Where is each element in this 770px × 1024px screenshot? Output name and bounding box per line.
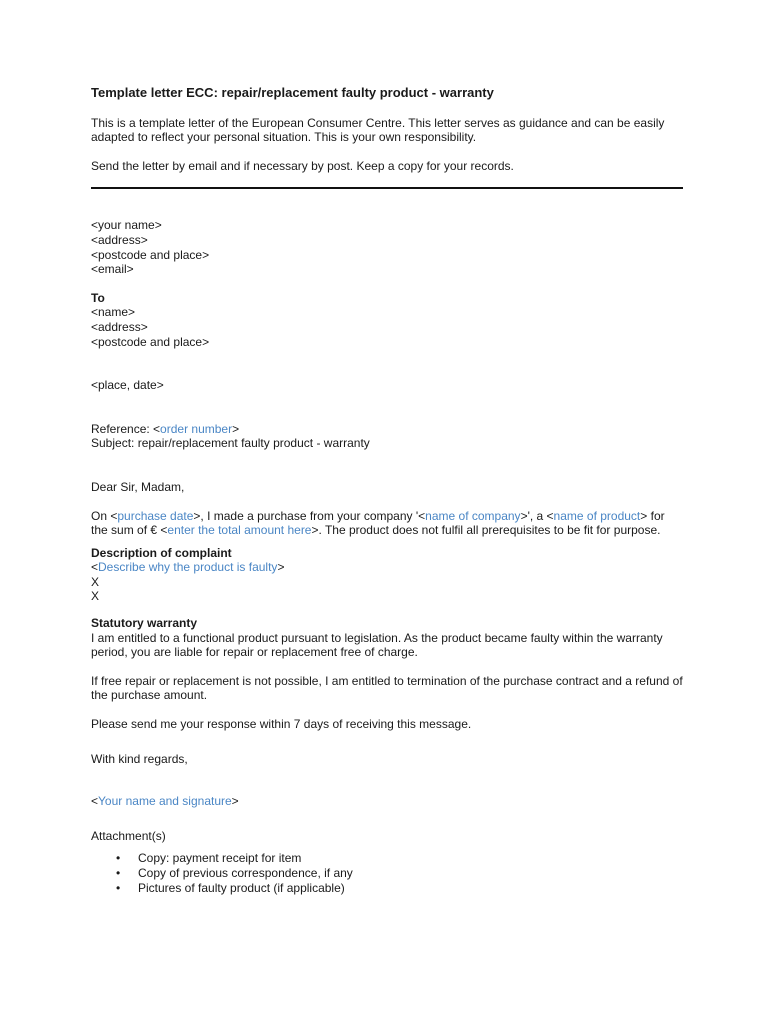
instructions-paragraph: Send the letter by email and if necessary by post. Keep a copy for your records. — [91, 158, 514, 173]
recipient-address: <address> — [91, 319, 148, 334]
attachment-item: • Pictures of faulty product (if applicable) — [138, 881, 683, 896]
total-amount-placeholder[interactable]: enter the total amount here — [167, 523, 312, 538]
recipient-label: To — [91, 290, 105, 305]
purchase-date-placeholder[interactable]: purchase date — [117, 508, 194, 523]
purchase-text-5: >. The product does not fulfil all prerequisites to be fit for purpose. — [311, 523, 661, 538]
complaint-section — [91, 546, 683, 604]
attachment-item: • Copy of previous correspondence, if any — [138, 866, 683, 881]
order-number-placeholder[interactable]: order number — [160, 421, 233, 436]
signature-open: < — [91, 794, 99, 809]
reference-prefix: Reference: < — [91, 421, 161, 436]
document-title: Template letter ECC: repair/replacement faulty product - warranty — [91, 85, 494, 100]
recipient-block — [91, 291, 683, 349]
sender-postcode: <postcode and place> — [91, 247, 210, 262]
intro-paragraph: This is a template letter of the European Consumer Centre. This letter serves as guidance and can be easily adapted to reflect your personal situation. This is your own responsibility. — [91, 115, 665, 145]
attachments-list — [91, 851, 683, 895]
fault-description-placeholder[interactable]: Describe why the product is faulty — [98, 560, 278, 575]
purchase-text-2: >, I made a purchase from your company '< — [193, 508, 426, 523]
sender-email: <email> — [91, 262, 134, 277]
attachments-label: Attachment(s) — [91, 828, 166, 843]
recipient-name: <name> — [91, 305, 136, 320]
attachment-item: • Copy: payment receipt for item — [138, 851, 683, 866]
response-request: Please send me your response within 7 days of receiving this message. — [91, 717, 472, 732]
closing-line: With kind regards, — [91, 751, 188, 766]
place-date: <place, date> — [91, 378, 164, 393]
complaint-open: < — [91, 560, 99, 575]
recipient-postcode: <postcode and place> — [91, 334, 210, 349]
complaint-item: X — [91, 574, 100, 589]
warranty-heading: Statutory warranty — [91, 616, 198, 631]
reference-suffix: > — [232, 421, 240, 436]
letter-content — [91, 86, 683, 895]
complaint-heading: Description of complaint — [91, 545, 232, 560]
product-name-placeholder[interactable]: name of product — [553, 508, 641, 523]
purchase-text-3: >', a < — [520, 508, 554, 523]
purchase-text-1: On < — [91, 508, 118, 523]
termination-paragraph: If free repair or replacement is not possible, I am entitled to termination of the purchase contract and a refund of the purchase amount. — [91, 673, 683, 703]
salutation: Dear Sir, Madam, — [91, 479, 185, 494]
sender-name: <your name> — [91, 218, 162, 233]
complaint-item: X — [91, 589, 100, 604]
reference-line — [91, 422, 683, 437]
warranty-section — [91, 616, 683, 660]
subject-line: Subject: repair/replacement faulty product - warranty — [91, 436, 370, 451]
purchase-text-4: > for the sum of € < — [91, 508, 665, 538]
signature-placeholder[interactable]: Your name and signature — [98, 794, 232, 809]
company-name-placeholder[interactable]: name of company — [425, 508, 521, 523]
complaint-description-line — [91, 560, 683, 575]
warranty-paragraph: I am entitled to a functional product pursuant to legislation. As the product became faulty within the warranty period, you are liable for repair or replacement free of charge. — [91, 630, 663, 660]
signature-line — [91, 794, 683, 809]
complaint-close: > — [277, 560, 285, 575]
signature-close: > — [231, 794, 239, 809]
sender-block — [91, 218, 683, 276]
sender-address: <address> — [91, 232, 148, 247]
divider-rule — [91, 187, 683, 189]
purchase-paragraph — [91, 509, 683, 538]
